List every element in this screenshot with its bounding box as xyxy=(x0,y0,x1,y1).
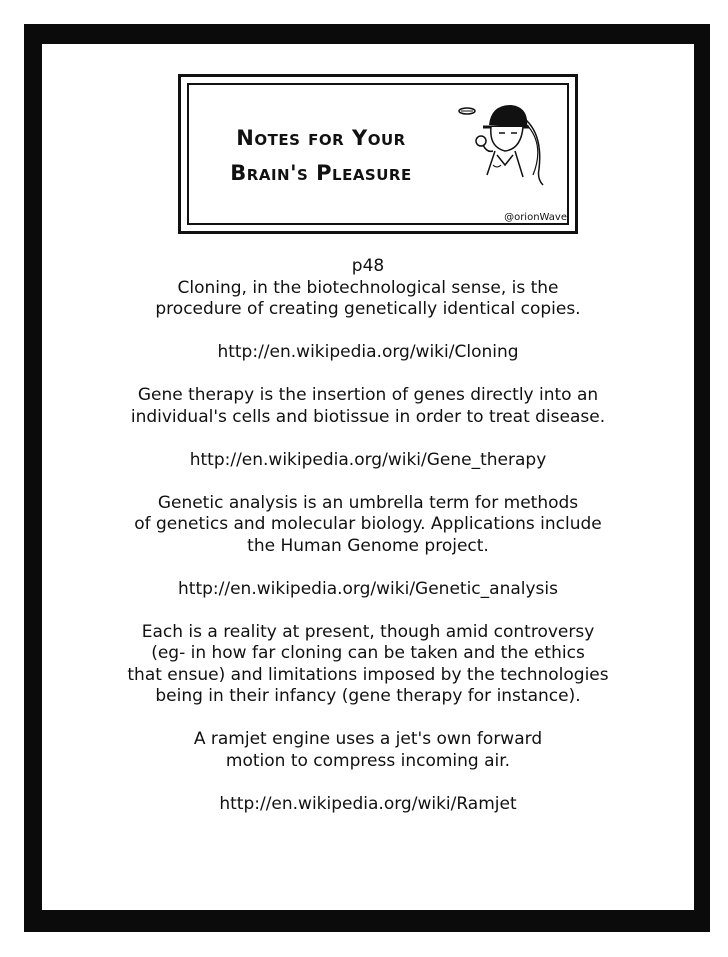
note-line: the Human Genome project. xyxy=(247,535,489,556)
note-line: being in their infancy (gene therapy for instance). xyxy=(155,686,581,706)
paragraph-gap xyxy=(42,364,694,386)
note-line: Gene therapy is the insertion of genes directly into an xyxy=(137,385,599,405)
note-line: of genetics and molecular biology. Applications include xyxy=(134,514,602,534)
title-box xyxy=(178,74,578,234)
paragraph-gap xyxy=(42,772,694,794)
title-line-1: Notes for Your xyxy=(236,126,406,150)
page-title xyxy=(221,121,421,191)
paragraph-gap xyxy=(42,428,694,450)
note-line: motion to compress incoming air. xyxy=(225,750,511,771)
paragraph-gap xyxy=(42,600,694,622)
note-line: Genetic analysis is an umbrella term for methods xyxy=(157,492,579,513)
note-line: procedure of creating genetically identical copies. xyxy=(155,299,581,319)
note-line: individual's cells and biotissue in order to treat disease. xyxy=(130,406,606,427)
note-line: A ramjet engine uses a jet's own forward xyxy=(193,729,543,749)
note-line: (eg- in how far cloning can be taken and the ethics xyxy=(151,643,585,663)
page-content xyxy=(42,44,694,910)
note-link: http://en.wikipedia.org/wiki/Ramjet xyxy=(219,793,517,814)
paragraph-gap xyxy=(42,557,694,579)
paragraph-gap xyxy=(42,708,694,730)
credit-handle: @orionWave xyxy=(504,212,567,223)
note-line: p48 xyxy=(351,256,385,276)
note-link: http://en.wikipedia.org/wiki/Cloning xyxy=(217,342,519,362)
paragraph-gap xyxy=(42,471,694,493)
chibi-character-with-cap-icon xyxy=(453,95,553,187)
note-link: http://en.wikipedia.org/wiki/Gene_therapy xyxy=(189,449,547,470)
note-line: Cloning, in the biotechnological sense, is the xyxy=(177,277,559,298)
note-line: that ensue) and limitations imposed by the technologies xyxy=(127,664,609,685)
title-line-2: Brain's Pleasure xyxy=(230,161,412,185)
paragraph-gap xyxy=(42,321,694,343)
note-line: Each is a reality at present, though amid controversy xyxy=(141,621,595,642)
notes-body xyxy=(42,256,694,815)
note-link: http://en.wikipedia.org/wiki/Genetic_analysis xyxy=(178,578,558,599)
page-border xyxy=(24,24,710,932)
